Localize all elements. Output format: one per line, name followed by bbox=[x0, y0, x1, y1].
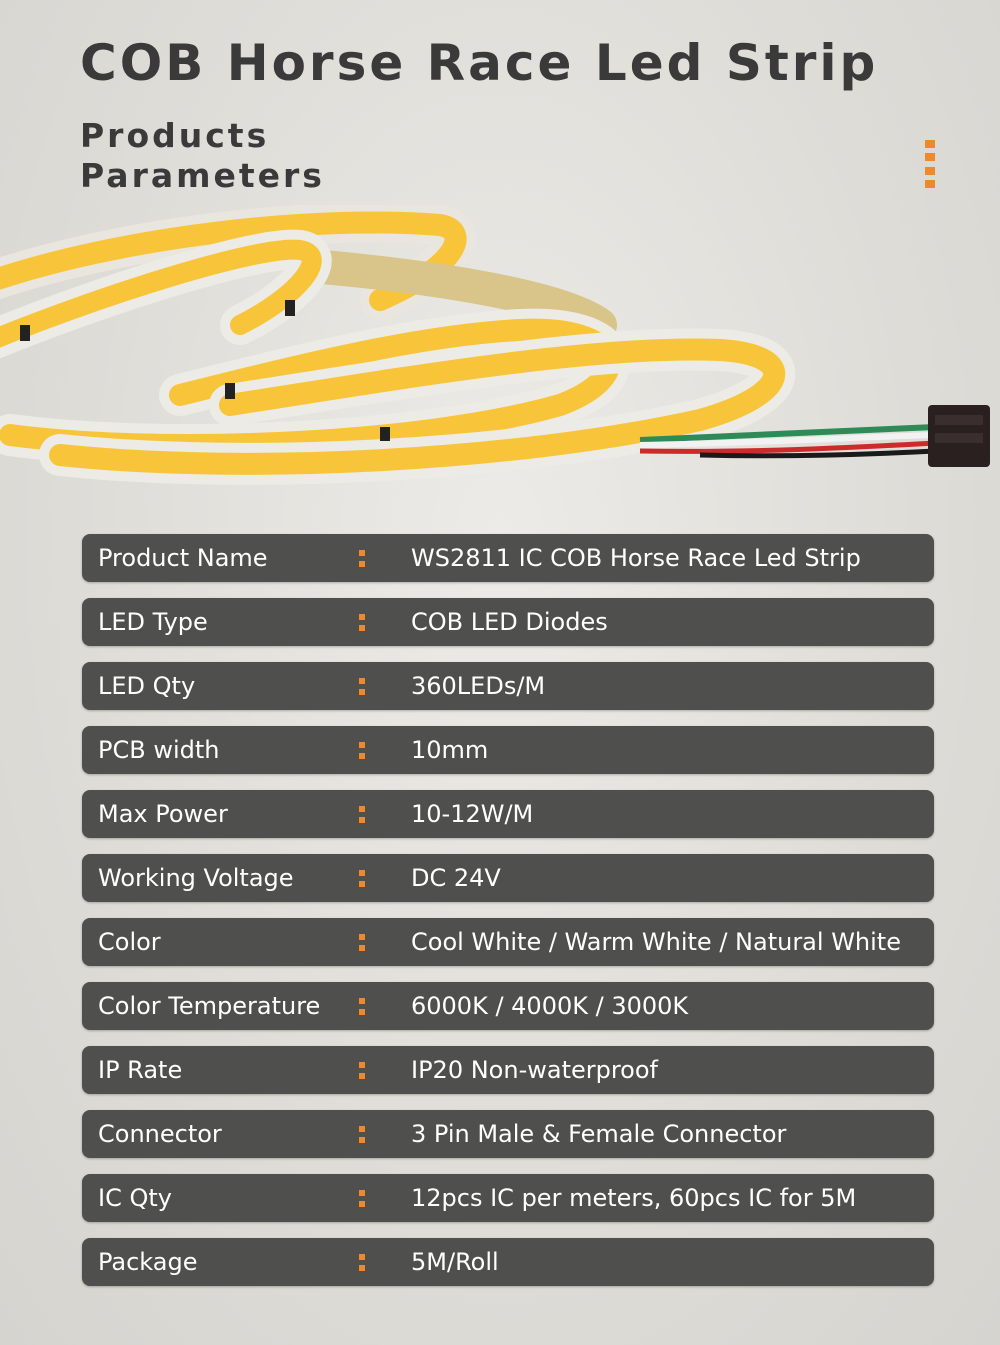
param-value: COB LED Diodes bbox=[411, 608, 608, 636]
param-row-working-voltage bbox=[82, 854, 934, 902]
param-value: DC 24V bbox=[411, 864, 501, 892]
param-value: WS2811 IC COB Horse Race Led Strip bbox=[411, 544, 861, 572]
param-row-max-power bbox=[82, 790, 934, 838]
separator-dots-icon bbox=[359, 998, 365, 1015]
param-row-connector bbox=[82, 1110, 934, 1158]
parameter-list bbox=[82, 534, 934, 1302]
separator-dots-icon bbox=[359, 1254, 365, 1271]
param-label: Product Name bbox=[98, 544, 268, 572]
separator-dots-icon bbox=[359, 1190, 365, 1207]
param-value: 10mm bbox=[411, 736, 489, 764]
param-row-pcb-width bbox=[82, 726, 934, 774]
separator-dots-icon bbox=[359, 934, 365, 951]
section-subtitle bbox=[80, 116, 325, 196]
param-value: 10-12W/M bbox=[411, 800, 534, 828]
param-row-led-qty bbox=[82, 662, 934, 710]
param-value: Cool White / Warm White / Natural White bbox=[411, 928, 901, 956]
subtitle-line-products: Products bbox=[80, 116, 270, 155]
page-title: COB Horse Race Led Strip bbox=[80, 34, 879, 92]
param-row-led-type bbox=[82, 598, 934, 646]
param-value: IP20 Non-waterproof bbox=[411, 1056, 658, 1084]
param-row-ip-rate bbox=[82, 1046, 934, 1094]
param-label: LED Type bbox=[98, 608, 208, 636]
param-value: 6000K / 4000K / 3000K bbox=[411, 992, 689, 1020]
param-label: Connector bbox=[98, 1120, 222, 1148]
param-label: Package bbox=[98, 1248, 198, 1276]
separator-dots-icon bbox=[359, 742, 365, 759]
param-row-package bbox=[82, 1238, 934, 1286]
separator-dots-icon bbox=[359, 678, 365, 695]
param-value: 3 Pin Male & Female Connector bbox=[411, 1120, 787, 1148]
separator-dots-icon bbox=[359, 1126, 365, 1143]
param-label: Working Voltage bbox=[98, 864, 294, 892]
param-value: 360LEDs/M bbox=[411, 672, 546, 700]
subtitle-line-parameters: Parameters bbox=[80, 156, 325, 195]
accent-dots-icon bbox=[925, 140, 935, 188]
separator-dots-icon bbox=[359, 870, 365, 887]
separator-dots-icon bbox=[359, 550, 365, 567]
param-label: Color bbox=[98, 928, 161, 956]
param-label: IC Qty bbox=[98, 1184, 172, 1212]
param-value: 5M/Roll bbox=[411, 1248, 499, 1276]
param-label: Max Power bbox=[98, 800, 228, 828]
param-row-color bbox=[82, 918, 934, 966]
separator-dots-icon bbox=[359, 1062, 365, 1079]
separator-dots-icon bbox=[359, 614, 365, 631]
led-strip-reel-with-connector-icon bbox=[0, 205, 1000, 495]
param-label: PCB width bbox=[98, 736, 220, 764]
param-label: IP Rate bbox=[98, 1056, 183, 1084]
param-row-product-name bbox=[82, 534, 934, 582]
param-row-color-temperature bbox=[82, 982, 934, 1030]
param-label: Color Temperature bbox=[98, 992, 321, 1020]
param-row-ic-qty bbox=[82, 1174, 934, 1222]
separator-dots-icon bbox=[359, 806, 365, 823]
param-label: LED Qty bbox=[98, 672, 196, 700]
param-value: 12pcs IC per meters, 60pcs IC for 5M bbox=[411, 1184, 857, 1212]
